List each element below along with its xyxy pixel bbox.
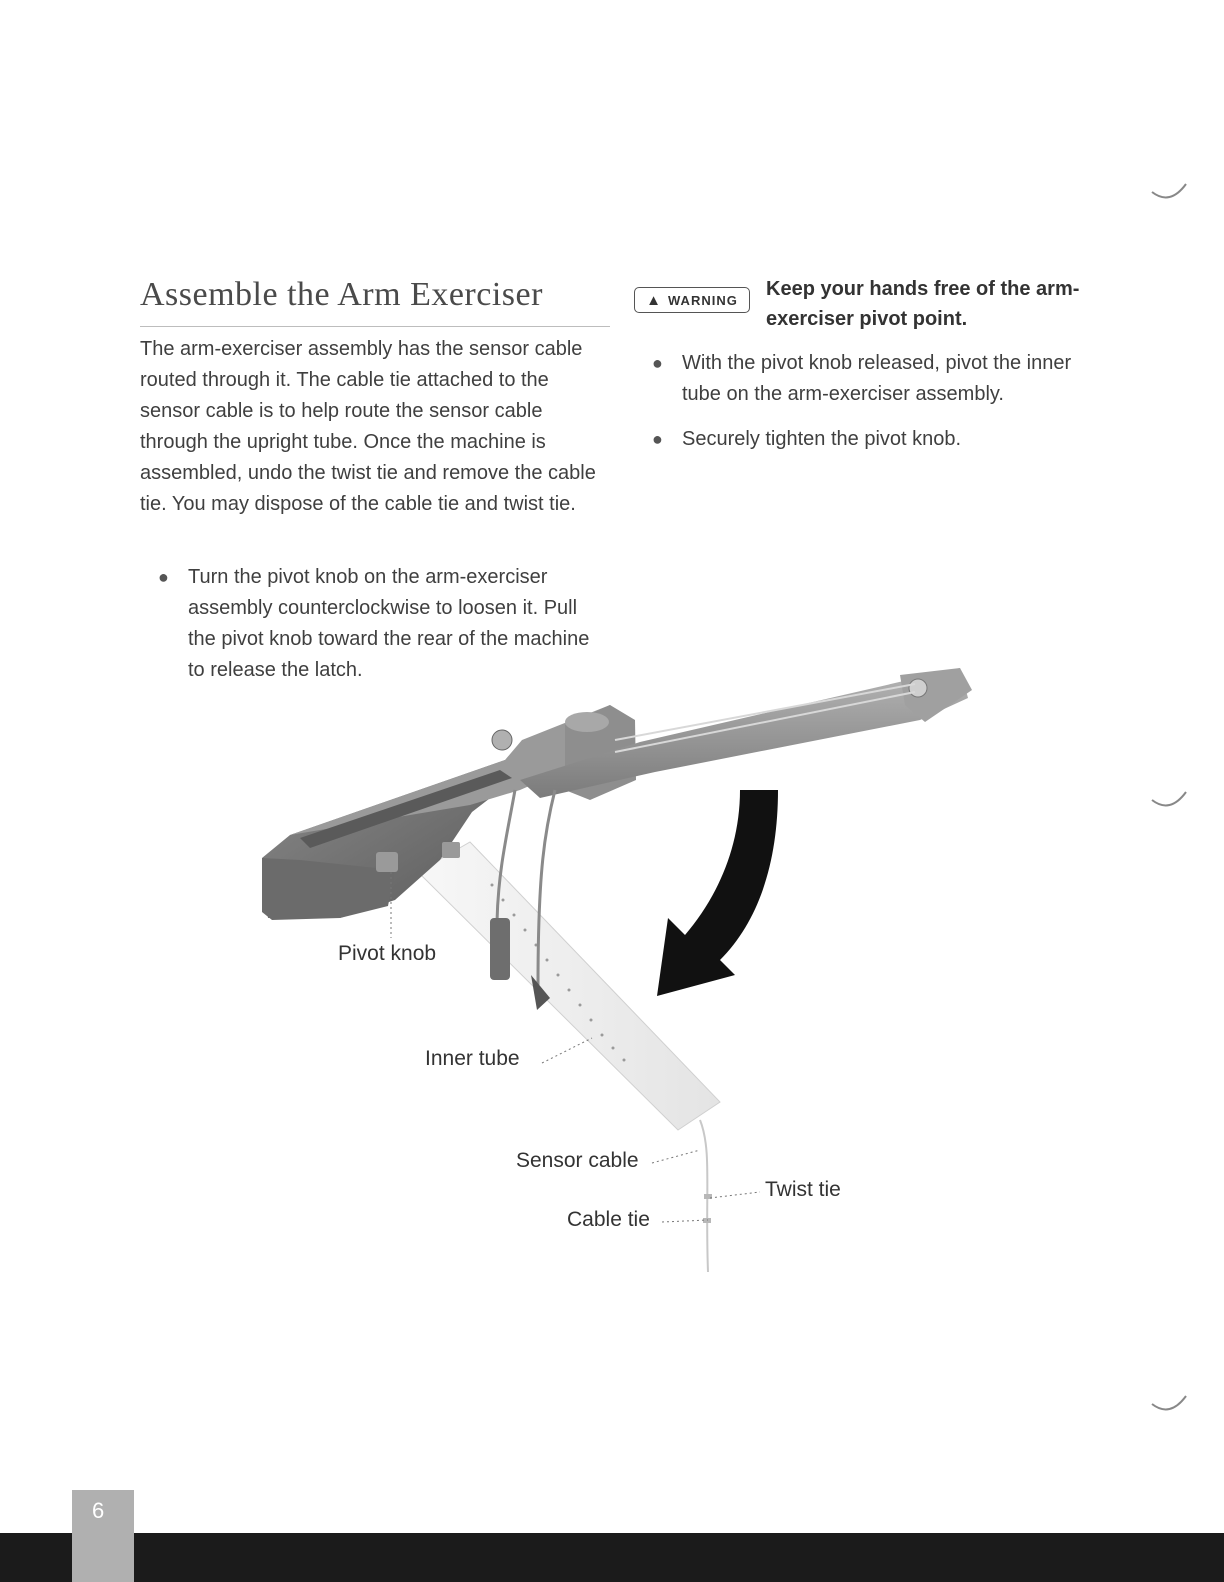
callout-cable-tie: Cable tie — [567, 1208, 650, 1231]
warning-badge-label: WARNING — [668, 292, 738, 308]
intro-paragraph: The arm-exerciser assembly has the sensor cable routed through it. The cable tie attached to the sensor cable is to help route the sensor cable through the upright tube. Once the machine is assembled, undo the twist tie and remove the cable tie. You may dispose of the cable tie and twist tie. — [140, 338, 596, 515]
callout-pivot-knob: Pivot knob — [338, 942, 437, 965]
warning-text: Keep your hands free of the arm-exerciser pivot point. — [766, 278, 1080, 330]
binder-hole-mark — [1150, 182, 1190, 202]
footer-bar — [0, 1533, 1224, 1582]
callout-sensor-cable: Sensor cable — [516, 1149, 639, 1172]
callout-twist-tie: Twist tie — [765, 1178, 841, 1201]
step-text: Turn the pivot knob on the arm-exerciser assembly counterclockwise to loosen it. Pull the pivot knob toward the rear of the machine to release the latch. — [188, 566, 590, 681]
handle-grip — [490, 918, 510, 980]
warning-triangle-icon: ▲ — [646, 291, 662, 309]
bullet-icon: ● — [652, 353, 663, 373]
step-text: With the pivot knob released, pivot the inner tube on the arm-exerciser assembly. — [682, 352, 1072, 405]
bullet-icon: ● — [158, 567, 169, 587]
sensor-cable — [700, 1120, 712, 1272]
binder-hole-mark — [1150, 1394, 1190, 1414]
callout-inner-tube: Inner tube — [425, 1047, 520, 1070]
curved-arrow-icon — [657, 790, 778, 996]
binder-hole-mark — [1150, 790, 1190, 810]
page-title: Assemble the Arm Exerciser — [140, 276, 543, 313]
bullet-icon: ● — [652, 429, 663, 449]
step-text: Securely tighten the pivot knob. — [682, 428, 962, 450]
page-number: 6 — [92, 1498, 105, 1523]
